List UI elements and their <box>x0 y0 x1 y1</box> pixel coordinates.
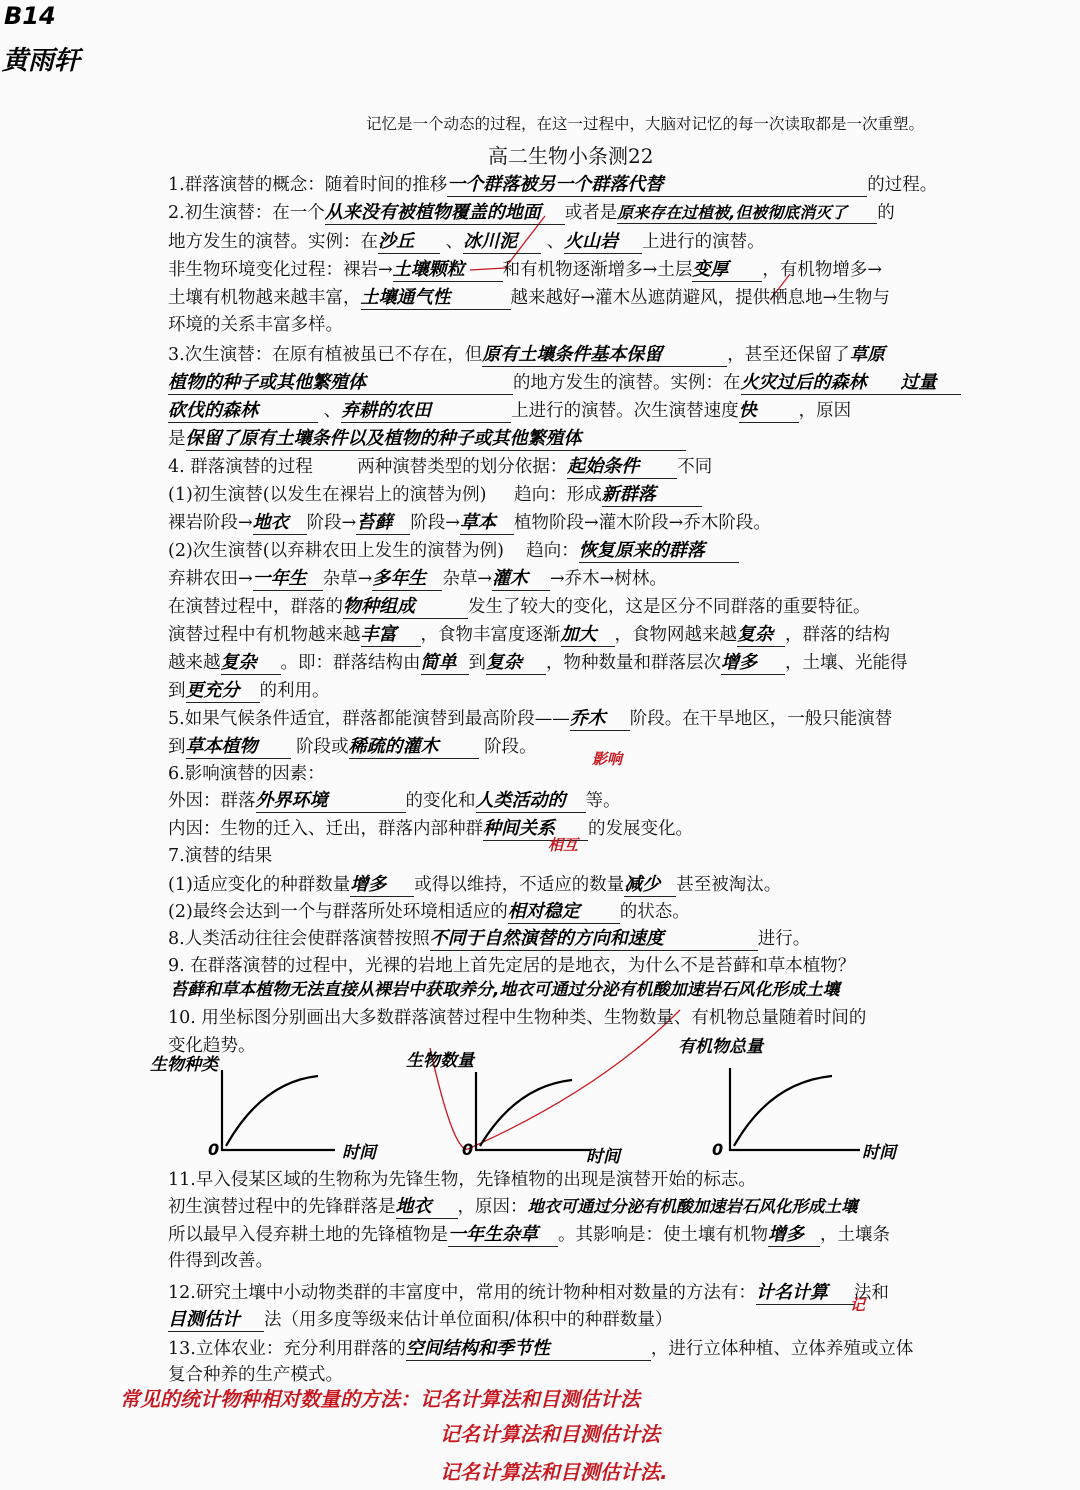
q12-correction: 记 <box>850 1296 866 1314</box>
graph3-xlabel: 时间 <box>862 1143 896 1163</box>
q4-line6: 在演替过程中，群落的物种组成 发生了较大的变化，这是区分不同群落的重要特征。 <box>168 592 871 619</box>
correction-line-3: 记名计算法和目测估计法. <box>440 1460 668 1484</box>
q10-line2: 变化趋势。 <box>168 1036 256 1056</box>
q7-line1: (1)适应变化的种群数量增多 或得以维持，不适应的数量减少 甚至被淘汰。 <box>168 870 781 897</box>
q11-line4: 件得到改善。 <box>168 1251 273 1271</box>
q5-line1: 5.如果气候条件适宜，群落都能演替到最高阶段——乔木 阶段。在干旱地区，一般只能演替 <box>168 704 892 731</box>
q7-head: 7.演替的结果 <box>168 846 273 866</box>
q6-correction-1: 影响 <box>592 750 623 768</box>
q11-line1: 11.早入侵某区域的生物称为先锋生物，先锋植物的出现是演替开始的标志。 <box>168 1170 756 1190</box>
page-title: 高二生物小条测22 <box>488 144 654 168</box>
graph2-xlabel: 时间 <box>586 1147 620 1167</box>
q2-line1: 2.初生演替：在一个从来没有被植物覆盖的地面 或者是原来存在过植被,但被彻底消灭了 的 <box>168 198 895 225</box>
q6-line2: 内因：生物的迁入、迁出，群落内部种群种间关系 的发展变化。 <box>168 814 693 841</box>
q2-line4: 土壤有机物越来越丰富，土壤通气性 越来越好→灌木丛遮荫避风，提供栖息地→生物与 <box>168 283 890 310</box>
graph2-ylabel: 生物数量 <box>406 1051 474 1071</box>
correction-line-1: 常见的统计物种相对数量的方法：记名计算法和目测估计法 <box>120 1387 640 1411</box>
q12-line1: 12.研究土壤中小动物类群的丰富度中，常用的统计物种相对数量的方法有：计名计算 法和 <box>168 1278 889 1305</box>
q4-line9: 到更充分 的利用。 <box>168 676 330 703</box>
q9-question: 9. 在群落演替的过程中，光裸的岩地上首先定居的是地衣，为什么不是苔藓和草本植物？ <box>168 956 856 976</box>
graph1-ylabel: 生物种类 <box>150 1055 218 1075</box>
graph1-origin: 0 <box>208 1140 220 1159</box>
q3-line1: 3.次生演替：在原有植被虽已不存在，但原有土壤条件基本保留 ，甚至还保留了草原 <box>168 340 885 367</box>
q13-line2: 复合种养的生产模式。 <box>168 1365 343 1385</box>
q11-line3: 所以最早入侵弃耕土地的先锋植物是一年生杂草 。其影响是：使土壤有机物增多 ，土壤条 <box>168 1220 890 1247</box>
q13-line1: 13.立体农业：充分利用群落的空间结构和季节性 ，进行立体种植、立体养殖或立体 <box>168 1334 913 1361</box>
graph3-axes <box>730 1068 860 1150</box>
q2-line5: 环境的关系丰富多样。 <box>168 315 343 335</box>
correction-line-2: 记名计算法和目测估计法 <box>440 1422 660 1446</box>
q8-line: 8.人类活动往往会使群落演替按照不同于自然演替的方向和速度 进行。 <box>168 924 810 951</box>
q3-line2: 植物的种子或其他繁殖体 的地方发生的演替。实例：在火灾过后的森林 过量 <box>168 368 961 395</box>
q9-answer: 苔藓和草本植物无法直接从裸岩中获取养分,地衣可通过分泌有机酸加速岩石风化形成土壤 <box>170 980 840 1000</box>
q2-line2: 地方发生的演替。实例：在沙丘 、冰川泥 、火山岩 上进行的演替。 <box>168 227 765 254</box>
q4-line8: 越来越复杂 。即：群落结构由简单 到复杂 ，物种数量和群落层次增多 ，土壤、光能得 <box>168 648 908 675</box>
graph1-axes <box>222 1070 335 1150</box>
q12-line2: 目测估计 法（用多度等级来估计单位面积/体积中的种群数量） <box>168 1305 672 1332</box>
q4-line5: 弃耕农田→一年生 杂草→多年生 杂草→灌木 →乔木→树林。 <box>168 564 667 591</box>
graph2-origin: 0 <box>462 1140 474 1159</box>
graph1-xlabel: 时间 <box>342 1143 376 1163</box>
q10-line1: 10. 用坐标图分别画出大多数群落演替过程中生物种类、生物数量、有机物总量随着时间的 <box>168 1008 867 1028</box>
q6-head: 6.影响演替的因素： <box>168 764 325 784</box>
q1-line: 1.群落演替的概念：随着时间的推移一个群落被另一个群落代替 的过程。 <box>168 170 937 197</box>
q4-line1: 4. 群落演替的过程 两种演替类型的划分依据：起始条件 不同 <box>168 452 712 479</box>
q3-line3: 砍伐的森林 、弃耕的农田 上进行的演替。次生演替速度快 ，原因 <box>168 396 851 423</box>
q4-line4: (2)次生演替(以弃耕农田上发生的演替为例) 趋向：恢复原来的群落 <box>168 536 739 563</box>
q4-line3: 裸岩阶段→地衣 阶段→苔藓 阶段→草本 植物阶段→灌木阶段→乔木阶段。 <box>168 508 771 535</box>
q2-line3: 非生物环境变化过程：裸岩→土壤颗粒 和有机物逐渐增多→土层变厚 ，有机物增多→ <box>168 255 882 282</box>
motto: 记忆是一个动态的过程，在这一过程中，大脑对记忆的每一次读取都是一次重塑。 <box>366 115 925 133</box>
q6-correction-2: 相互 <box>548 836 579 854</box>
q11-line2: 初生演替过程中的先锋群落是地衣 ，原因：地衣可通过分泌有机酸加速岩石风化形成土壤 <box>168 1192 858 1219</box>
student-name: 黄雨轩 <box>2 46 81 76</box>
q5-line2: 到草本植物 阶段或稀疏的灌木 阶段。 <box>168 732 537 759</box>
q3-line4: 是保留了原有土壤条件以及植物的种子或其他繁殖体 <box>168 424 686 451</box>
q4-line7: 演替过程中有机物越来越丰富 ，食物丰富度逐渐加大 ，食物网越来越复杂 ，群落的结构 <box>168 620 890 647</box>
graph2-axes <box>476 1072 590 1150</box>
q1-answer: 一个群落被另一个群落代替 <box>447 174 664 195</box>
q7-line2: (2)最终会达到一个与群落所处环境相适应的相对稳定 的状态。 <box>168 897 690 924</box>
graph3-ylabel: 有机物总量 <box>678 1037 763 1057</box>
q4-line2: (1)初生演替(以发生在裸岩上的演替为例) 趋向：形成新群落 <box>168 480 702 507</box>
corner-code: B14 <box>4 2 56 30</box>
q6-line1: 外因：群落外界环境 的变化和人类活动的 等。 <box>168 786 621 813</box>
graph3-origin: 0 <box>712 1140 724 1159</box>
